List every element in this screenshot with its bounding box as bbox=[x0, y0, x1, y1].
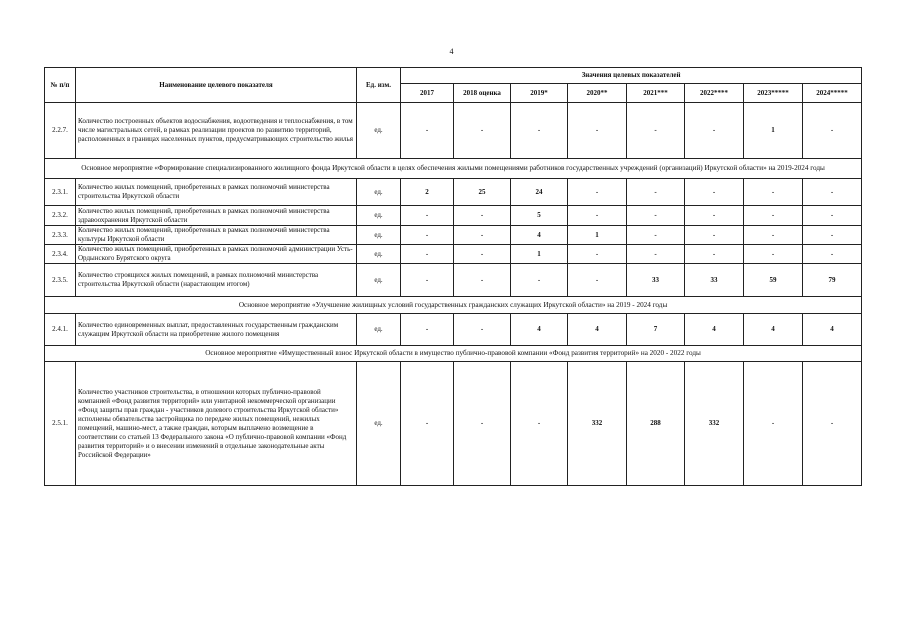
table-body bbox=[45, 103, 862, 486]
table-row bbox=[45, 314, 862, 346]
indicator-name: Количество единовременных выплат, предоставленных государственным гражданским служащим Иркутской области на приобретение жилого помещения bbox=[76, 314, 357, 346]
indicator-name: Количество жилых помещений, приобретенных в рамках полномочий министерства здравоохранения Иркутской области bbox=[76, 206, 357, 226]
value-cell: - bbox=[511, 103, 568, 159]
unit-cell: ед. bbox=[357, 206, 401, 226]
row-number: 2.3.2. bbox=[45, 206, 76, 226]
value-cell: 79 bbox=[803, 264, 862, 297]
value-cell: - bbox=[627, 103, 685, 159]
unit-cell: ед. bbox=[357, 226, 401, 245]
value-cell: - bbox=[454, 362, 511, 486]
value-cell: - bbox=[401, 362, 454, 486]
row-number: 2.2.7. bbox=[45, 103, 76, 159]
header-year: 2018 оценка bbox=[454, 84, 511, 103]
indicator-name: Количество строящихся жилых помещений, в рамках полномочий министерства строительства Иркутской области (нарастающим итогом) bbox=[76, 264, 357, 297]
value-cell: - bbox=[401, 103, 454, 159]
unit-cell: ед. bbox=[357, 103, 401, 159]
header-year: 2020** bbox=[568, 84, 627, 103]
value-cell: - bbox=[744, 245, 803, 264]
table-row bbox=[45, 206, 862, 226]
value-cell: - bbox=[803, 179, 862, 206]
indicator-name: Количество участников строительства, в отношении которых публично-правовой компанией «Фонд развития территорий» или унитарной некоммерческой организации «Фонд защиты прав граждан - участников долевого строительства Иркутской области» исполнены обязательства застройщика по передаче жилых помещений, нежилых помещений, машино-мест, а также граждан, которым выплачено возмещение в соответствии со статьей 13 Федерального закона «О публично-правовой компании «Фонд развития территорий» и о внесении изменений в отдельные законодательные акты Российской Федерации» bbox=[76, 362, 357, 486]
value-cell: - bbox=[803, 362, 862, 486]
indicator-name: Количество жилых помещений, приобретенных в рамках полномочий министерства строительства Иркутской области bbox=[76, 179, 357, 206]
value-cell: - bbox=[803, 206, 862, 226]
unit-cell: ед. bbox=[357, 179, 401, 206]
unit-cell: ед. bbox=[357, 264, 401, 297]
value-cell: - bbox=[568, 103, 627, 159]
table-header-row bbox=[45, 68, 862, 84]
header-year: 2019* bbox=[511, 84, 568, 103]
value-cell: - bbox=[454, 226, 511, 245]
value-cell: - bbox=[744, 206, 803, 226]
value-cell: - bbox=[685, 103, 744, 159]
value-cell: - bbox=[803, 226, 862, 245]
value-cell: - bbox=[627, 245, 685, 264]
header-year: 2017 bbox=[401, 84, 454, 103]
table-row bbox=[45, 362, 862, 486]
table-row bbox=[45, 264, 862, 297]
target-indicators-table bbox=[44, 67, 862, 486]
header-indicator-name: Наименование целевого показателя bbox=[76, 68, 357, 103]
value-cell: - bbox=[568, 179, 627, 206]
value-cell: - bbox=[744, 226, 803, 245]
indicator-name: Количество построенных объектов водоснабжения, водоотведения и теплоснабжения, в том числе магистральных сетей, в рамках реализации проектов по развитию территорий, расположенных в границах населенных пунктов, предусматривающих строительство жилья bbox=[76, 103, 357, 159]
value-cell: - bbox=[744, 362, 803, 486]
value-cell: 59 bbox=[744, 264, 803, 297]
section-title: Основное мероприятие «Улучшение жилищных условий государственных гражданских служащих Иркутской области» на 2019 - 2024 годы bbox=[45, 297, 862, 314]
indicator-name: Количество жилых помещений, приобретенных в рамках полномочий администрации Усть-Ордынского Бурятского округа bbox=[76, 245, 357, 264]
section-title: Основное мероприятие «Имущественный взнос Иркутской области в имущество публично-правовой компании «Фонд развития территорий» на 2020 - 2022 годы bbox=[45, 346, 862, 362]
value-cell: - bbox=[627, 179, 685, 206]
table-row bbox=[45, 103, 862, 159]
unit-cell: ед. bbox=[357, 314, 401, 346]
value-cell: 25 bbox=[454, 179, 511, 206]
value-cell: - bbox=[401, 226, 454, 245]
value-cell: 24 bbox=[511, 179, 568, 206]
value-cell: 4 bbox=[568, 314, 627, 346]
row-number: 2.3.1. bbox=[45, 179, 76, 206]
value-cell: - bbox=[511, 362, 568, 486]
row-number: 2.3.5. bbox=[45, 264, 76, 297]
value-cell: - bbox=[454, 245, 511, 264]
value-cell: - bbox=[568, 206, 627, 226]
value-cell: - bbox=[401, 314, 454, 346]
row-number: 2.5.1. bbox=[45, 362, 76, 486]
value-cell: - bbox=[568, 245, 627, 264]
header-number: № п/п bbox=[45, 68, 76, 103]
value-cell: 332 bbox=[685, 362, 744, 486]
header-values-group: Значения целевых показателей bbox=[401, 68, 862, 84]
value-cell: - bbox=[401, 206, 454, 226]
value-cell: - bbox=[627, 206, 685, 226]
row-number: 2.4.1. bbox=[45, 314, 76, 346]
value-cell: - bbox=[627, 226, 685, 245]
value-cell: 1 bbox=[568, 226, 627, 245]
header-year: 2024***** bbox=[803, 84, 862, 103]
value-cell: - bbox=[511, 264, 568, 297]
header-year: 2023***** bbox=[744, 84, 803, 103]
header-unit: Ед. изм. bbox=[357, 68, 401, 103]
value-cell: - bbox=[803, 245, 862, 264]
value-cell: 5 bbox=[511, 206, 568, 226]
value-cell: - bbox=[401, 245, 454, 264]
header-year: 2022**** bbox=[685, 84, 744, 103]
value-cell: 332 bbox=[568, 362, 627, 486]
value-cell: - bbox=[685, 226, 744, 245]
value-cell: - bbox=[454, 206, 511, 226]
value-cell: - bbox=[685, 245, 744, 264]
row-number: 2.3.3. bbox=[45, 226, 76, 245]
value-cell: - bbox=[568, 264, 627, 297]
unit-cell: ед. bbox=[357, 245, 401, 264]
value-cell: 4 bbox=[511, 226, 568, 245]
value-cell: - bbox=[744, 179, 803, 206]
value-cell: 7 bbox=[627, 314, 685, 346]
value-cell: 4 bbox=[744, 314, 803, 346]
value-cell: - bbox=[454, 103, 511, 159]
value-cell: 4 bbox=[685, 314, 744, 346]
value-cell: 2 bbox=[401, 179, 454, 206]
value-cell: - bbox=[803, 103, 862, 159]
value-cell: 1 bbox=[511, 245, 568, 264]
value-cell: - bbox=[685, 179, 744, 206]
value-cell: 288 bbox=[627, 362, 685, 486]
table-row bbox=[45, 179, 862, 206]
value-cell: 4 bbox=[803, 314, 862, 346]
section-row bbox=[45, 159, 862, 179]
value-cell: 1 bbox=[744, 103, 803, 159]
unit-cell: ед. bbox=[357, 362, 401, 486]
value-cell: 33 bbox=[685, 264, 744, 297]
table-row bbox=[45, 245, 862, 264]
header-year: 2021*** bbox=[627, 84, 685, 103]
section-row bbox=[45, 346, 862, 362]
indicator-name: Количество жилых помещений, приобретенных в рамках полномочий министерства культуры Иркутской области bbox=[76, 226, 357, 245]
value-cell: - bbox=[454, 264, 511, 297]
page-number: 4 bbox=[449, 47, 454, 56]
section-title: Основное мероприятие «Формирование специализированного жилищного фонда Иркутской области в целях обеспечения жилыми помещениями работников государственных учреждений (организаций) Иркутской области» на 2019-2024 годы bbox=[45, 159, 862, 179]
row-number: 2.3.4. bbox=[45, 245, 76, 264]
table-row bbox=[45, 226, 862, 245]
value-cell: - bbox=[685, 206, 744, 226]
section-row bbox=[45, 297, 862, 314]
value-cell: - bbox=[401, 264, 454, 297]
value-cell: 33 bbox=[627, 264, 685, 297]
value-cell: - bbox=[454, 314, 511, 346]
value-cell: 4 bbox=[511, 314, 568, 346]
